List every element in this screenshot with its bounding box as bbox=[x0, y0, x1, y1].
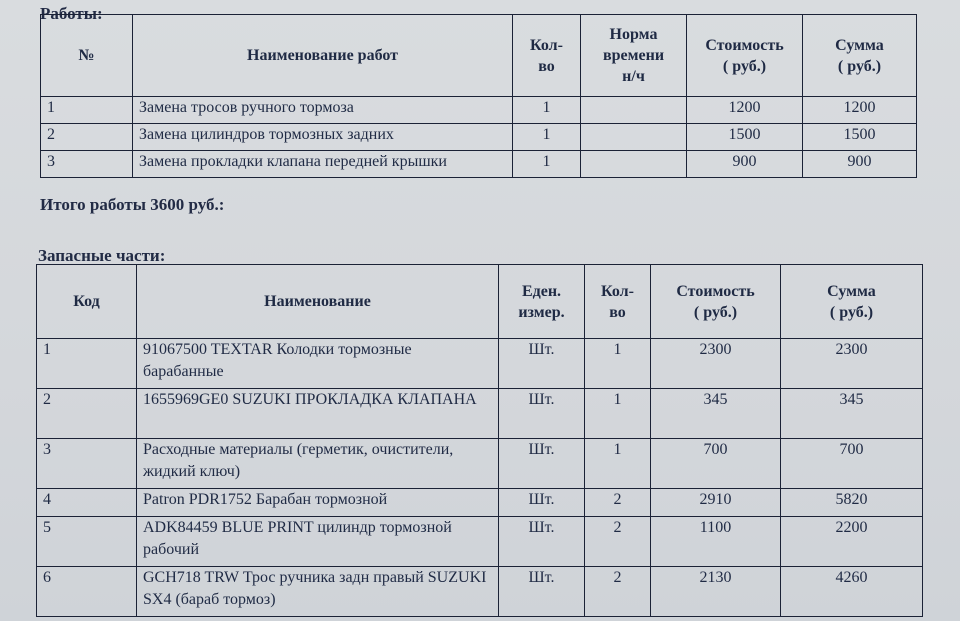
parts-col-cost: Стоимость ( руб.) bbox=[651, 265, 781, 339]
works-cell-name: Замена прокладки клапана передней крышки bbox=[133, 151, 513, 178]
parts-cell-unit: Шт. bbox=[499, 439, 585, 489]
parts-cell-cost: 2910 bbox=[651, 489, 781, 517]
works-col-name: Наименование работ bbox=[133, 15, 513, 97]
works-cell-cost: 900 bbox=[687, 151, 803, 178]
parts-cell-qty: 1 bbox=[585, 389, 651, 439]
works-heading: Работы: bbox=[40, 4, 103, 23]
parts-cell-name: Patron PDR1752 Барабан тормозной bbox=[137, 489, 499, 517]
works-col-sum: Сумма ( руб.) bbox=[803, 15, 917, 97]
parts-table bbox=[36, 264, 923, 617]
works-row bbox=[41, 97, 917, 124]
parts-cell-qty: 2 bbox=[585, 567, 651, 617]
parts-cell-code: 6 bbox=[37, 567, 137, 617]
parts-cell-cost: 2130 bbox=[651, 567, 781, 617]
parts-col-sum: Сумма ( руб.) bbox=[781, 265, 923, 339]
works-col-qty: Кол- во bbox=[513, 15, 581, 97]
parts-cell-unit: Шт. bbox=[499, 567, 585, 617]
parts-cell-code: 4 bbox=[37, 489, 137, 517]
parts-cell-code: 2 bbox=[37, 389, 137, 439]
parts-row bbox=[37, 439, 923, 489]
parts-cell-name: GCH718 TRW Трос ручника задн правый SUZUKI SX4 (бараб тормоз) bbox=[137, 567, 499, 617]
works-cell-name: Замена тросов ручного тормоза bbox=[133, 97, 513, 124]
parts-cell-cost: 345 bbox=[651, 389, 781, 439]
parts-cell-code: 5 bbox=[37, 517, 137, 567]
parts-cell-name: Расходные материалы (герметик, очистители, жидкий ключ) bbox=[137, 439, 499, 489]
works-cell-cost: 1200 bbox=[687, 97, 803, 124]
parts-cell-qty: 2 bbox=[585, 489, 651, 517]
parts-cell-name: 1655969GE0 SUZUKI ПРОКЛАДКА КЛАПАНА bbox=[137, 389, 499, 439]
works-cell-norm bbox=[581, 151, 687, 178]
parts-cell-qty: 1 bbox=[585, 439, 651, 489]
parts-cell-cost: 700 bbox=[651, 439, 781, 489]
works-col-norm: Норма времени н/ч bbox=[581, 15, 687, 97]
works-total: Итого работы 3600 руб.: bbox=[40, 195, 225, 214]
parts-row bbox=[37, 339, 923, 389]
parts-header-row bbox=[37, 265, 923, 339]
parts-col-name: Наименование bbox=[137, 265, 499, 339]
parts-cell-sum: 345 bbox=[781, 389, 923, 439]
works-cell-name: Замена цилиндров тормозных задних bbox=[133, 124, 513, 151]
works-cell-cost: 1500 bbox=[687, 124, 803, 151]
parts-cell-name: ADK84459 BLUE PRINT цилиндр тормозной рабочий bbox=[137, 517, 499, 567]
works-table bbox=[40, 14, 917, 178]
works-cell-number: 1 bbox=[41, 97, 133, 124]
works-cell-norm bbox=[581, 124, 687, 151]
works-col-number: № bbox=[41, 15, 133, 97]
parts-cell-cost: 1100 bbox=[651, 517, 781, 567]
works-header-row bbox=[41, 15, 917, 97]
parts-heading: Запасные части: bbox=[38, 246, 166, 265]
parts-cell-qty: 2 bbox=[585, 517, 651, 567]
works-cell-sum: 1500 bbox=[803, 124, 917, 151]
parts-cell-unit: Шт. bbox=[499, 339, 585, 389]
parts-cell-name: 91067500 TEXTAR Колодки тормозные барабанные bbox=[137, 339, 499, 389]
parts-row bbox=[37, 517, 923, 567]
parts-cell-code: 1 bbox=[37, 339, 137, 389]
works-cell-norm bbox=[581, 97, 687, 124]
works-cell-sum: 1200 bbox=[803, 97, 917, 124]
works-col-cost: Стоимость ( руб.) bbox=[687, 15, 803, 97]
parts-cell-qty: 1 bbox=[585, 339, 651, 389]
parts-row bbox=[37, 389, 923, 439]
parts-cell-unit: Шт. bbox=[499, 389, 585, 439]
parts-col-code: Код bbox=[37, 265, 137, 339]
parts-cell-unit: Шт. bbox=[499, 517, 585, 567]
parts-cell-code: 3 bbox=[37, 439, 137, 489]
works-cell-qty: 1 bbox=[513, 124, 581, 151]
parts-cell-sum: 5820 bbox=[781, 489, 923, 517]
parts-cell-sum: 4260 bbox=[781, 567, 923, 617]
parts-cell-sum: 2300 bbox=[781, 339, 923, 389]
parts-col-unit: Еден. измер. bbox=[499, 265, 585, 339]
parts-cell-cost: 2300 bbox=[651, 339, 781, 389]
works-cell-number: 3 bbox=[41, 151, 133, 178]
parts-cell-unit: Шт. bbox=[499, 489, 585, 517]
parts-cell-sum: 700 bbox=[781, 439, 923, 489]
parts-cell-sum: 2200 bbox=[781, 517, 923, 567]
parts-row bbox=[37, 567, 923, 617]
works-cell-sum: 900 bbox=[803, 151, 917, 178]
works-cell-qty: 1 bbox=[513, 97, 581, 124]
works-row bbox=[41, 151, 917, 178]
parts-col-qty: Кол- во bbox=[585, 265, 651, 339]
works-row bbox=[41, 124, 917, 151]
works-cell-number: 2 bbox=[41, 124, 133, 151]
parts-row bbox=[37, 489, 923, 517]
works-cell-qty: 1 bbox=[513, 151, 581, 178]
